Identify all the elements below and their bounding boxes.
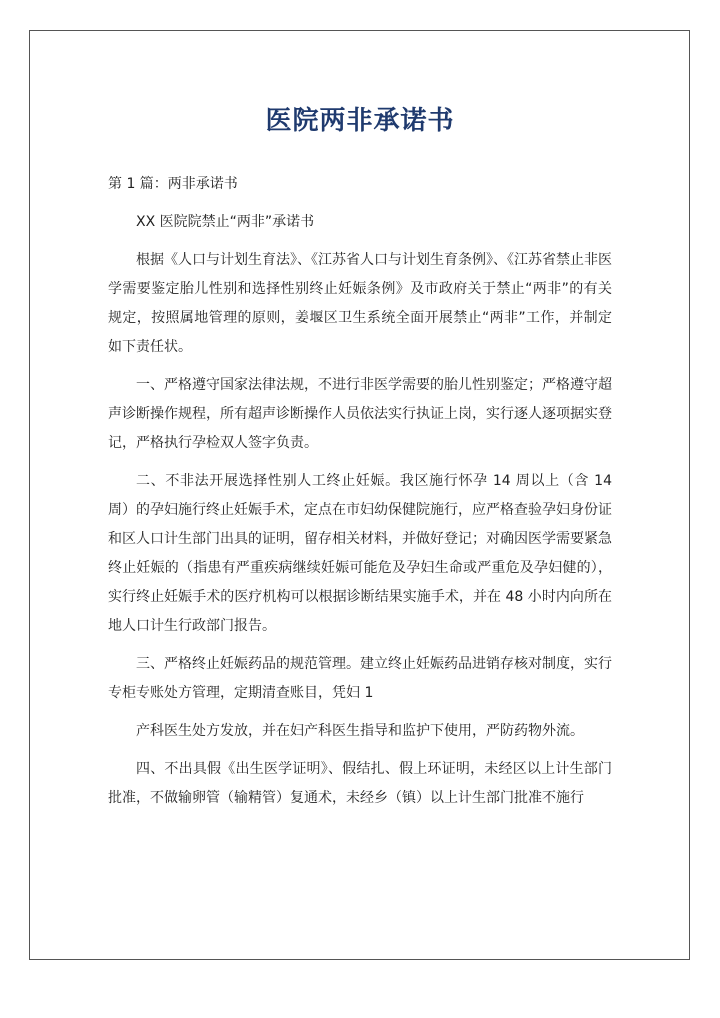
paragraph-item-4: 四、不出具假《出生医学证明》、假结扎、假上环证明，未经区以上计生部门批准，不做输卵管（输精管）复通术，未经乡（镇）以上计生部门批准不施行	[108, 761, 612, 806]
paragraph-item-2: 二、不非法开展选择性别人工终止妊娠。我区施行怀孕 14 周以上（含 14 周）的孕妇施行终止妊娠手术，定点在市妇幼保健院施行，应严格查验孕妇身份证和区人口计生部门出具的证明，留存相关材料，并做好登记；对确因医学需要紧急终止妊娠的（指患有严重疾病继续妊娠可能危及孕妇生命或严重危及孕妇健的），实行终止妊娠手术的医疗机构可以根据诊断结果实施手术，并在 48 小时内向所在地人口计生行政部门报告。	[108, 473, 612, 634]
paragraph-intro: 根据《人口与计划生育法》、《江苏省人口与计划生育条例》、《江苏省禁止非医学需要鉴定胎儿性别和选择性别终止妊娠条例》及市政府关于禁止“两非”的有关规定，按照属地管理的原则，姜堰区卫生系统全面开展禁止“两非”工作，并制定如下责任状。	[108, 252, 612, 355]
paragraph-item-3: 三、严格终止妊娠药品的规范管理。建立终止妊娠药品进销存核对制度，实行专柜专账处方管理，定期清查账目，凭妇 1	[108, 656, 612, 701]
page-title: 医院两非承诺书	[265, 106, 455, 136]
paragraph-item-3-continued: 产科医生处方发放，并在妇产科医生指导和监护下使用，严防药物外流。	[136, 723, 584, 739]
document-body	[108, 208, 612, 813]
section-heading: 第 1 篇：两非承诺书	[108, 176, 238, 192]
paragraph-item-1: 一、严格遵守国家法律法规，不进行非医学需要的胎儿性别鉴定；严格遵守超声诊断操作规程，所有超声诊断操作人员依法实行执证上岗，实行逐人逐项据实登记，严格执行孕检双人签字负责。	[108, 377, 612, 451]
paragraph-subtitle: XX 医院院禁止“两非”承诺书	[136, 214, 315, 230]
